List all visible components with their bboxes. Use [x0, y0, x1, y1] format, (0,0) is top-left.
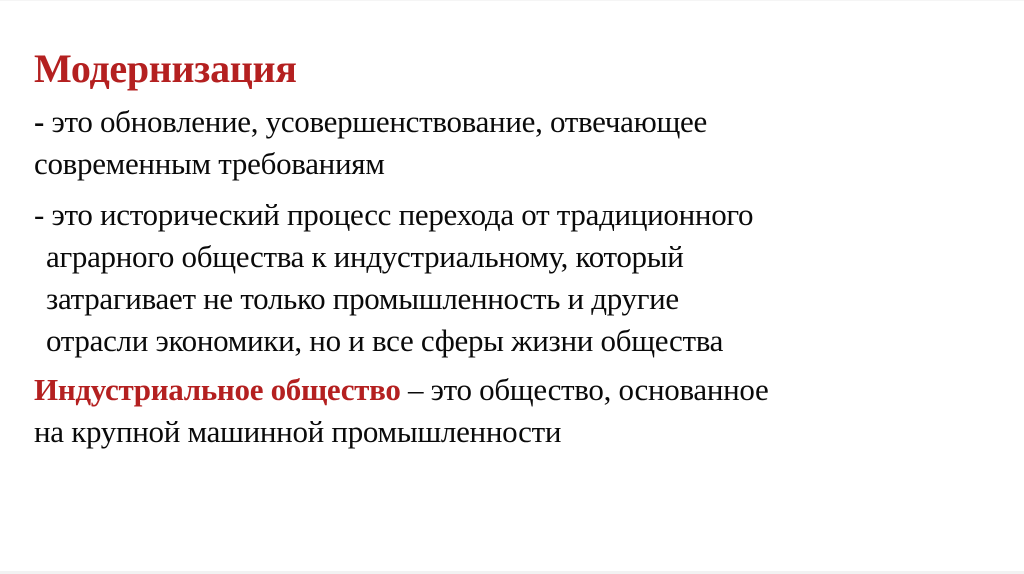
text-line [34, 101, 994, 143]
text-line: на крупной машинной промышленности [34, 414, 562, 449]
text-segment: – это общество, основанное [400, 372, 769, 407]
industrial-society-term: Индустриальное общество [34, 372, 401, 407]
text-line: отрасли экономики, но и все сферы жизни общества [46, 323, 724, 358]
text-line: аграрного общества к индустриальному, который [46, 239, 684, 274]
modernization-definition-historical [34, 194, 994, 362]
bold-dash: - [34, 104, 45, 139]
text-segment: это обновление, усовершенствование, отвечающее [44, 104, 707, 139]
text-line [34, 369, 994, 411]
text-line: затрагивает не только промышленность и другие [46, 281, 679, 316]
slide-content [0, 1, 1024, 453]
industrial-society-definition [34, 369, 994, 453]
text-line: - это исторический процесс перехода от традиционного [34, 197, 754, 232]
modernization-definition-short [34, 101, 994, 185]
text-line: современным требованиям [34, 146, 385, 181]
slide-title: Модернизация [34, 46, 297, 91]
